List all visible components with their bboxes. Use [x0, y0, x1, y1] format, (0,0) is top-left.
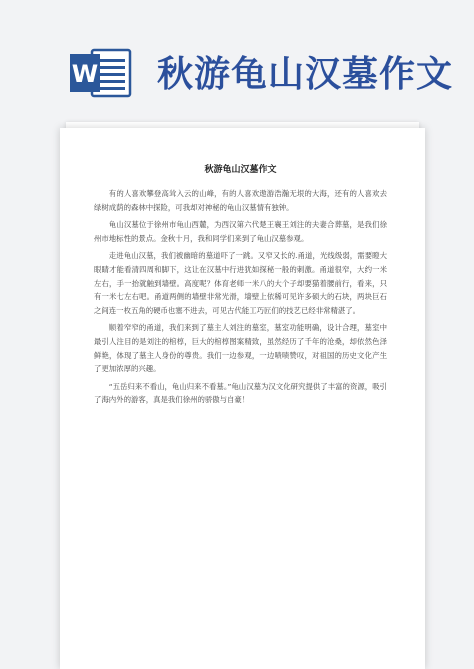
paragraph: 有的人喜欢攀登高耸入云的山峰，有的人喜欢遨游浩瀚无垠的大海，还有的人喜欢去绿树成荫的森林中探险，可我却对神秘的龟山汉墓情有独钟。: [94, 189, 387, 212]
paragraph: 走进龟山汉墓，我们被幽暗的墓道吓了一跳。又窄又长的.甬道，光线级弱，需要瞪大眼睛才能看清四周和脚下，这让在汉墓中行进犹如探秘一般的刺激。甬道很窄，大约一米左右，手一抬就触到墙壁。高度呢？体育老师一米八的大个子却要猫着腰前行，看来，只有一米七左右吧。甬道两侧的墙壁非常光滑，墙壁上依稀可见许多硕大的石块，两块巨石之间连一枚五角的硬币也塞不进去，可见古代能工巧匠们的技艺已经非常精湛了。: [94, 251, 387, 315]
svg-text:W: W: [71, 60, 99, 88]
word-icon: [68, 44, 132, 102]
header-banner: [0, 0, 474, 118]
paragraph: 顺着窄窄的甬道，我们来到了墓主人刘注的墓室，墓室功能明确，设计合理，墓室中最引人注目的是刘注的棺椁，巨大的棺椁图案精致，虽然经历了千年的沧桑，却依然色泽鲜艳，体现了墓主人身份的尊贵。我们一边参观，一边啧啧赞叹，对祖国的历史文化产生了更加浓厚的兴趣。: [94, 323, 387, 374]
page-title: 秋游龟山汉墓作文: [157, 54, 454, 95]
document-body: [94, 162, 387, 411]
document-heading: 秋游龟山汉墓作文: [204, 165, 277, 175]
paragraph: “五岳归来不看山，龟山归来不看墓。”龟山汉墓为汉文化研究提供了丰富的资源，吸引了海内外的游客，真是我们徐州的骄傲与自豪！: [94, 381, 387, 405]
paragraph: 龟山汉墓位于徐州市龟山西麓，为西汉第六代楚王襄王刘注的夫妻合葬墓，是我们徐州市地标性的景点。金秋十月，我和同学们来到了龟山汉墓参观。: [94, 220, 387, 243]
